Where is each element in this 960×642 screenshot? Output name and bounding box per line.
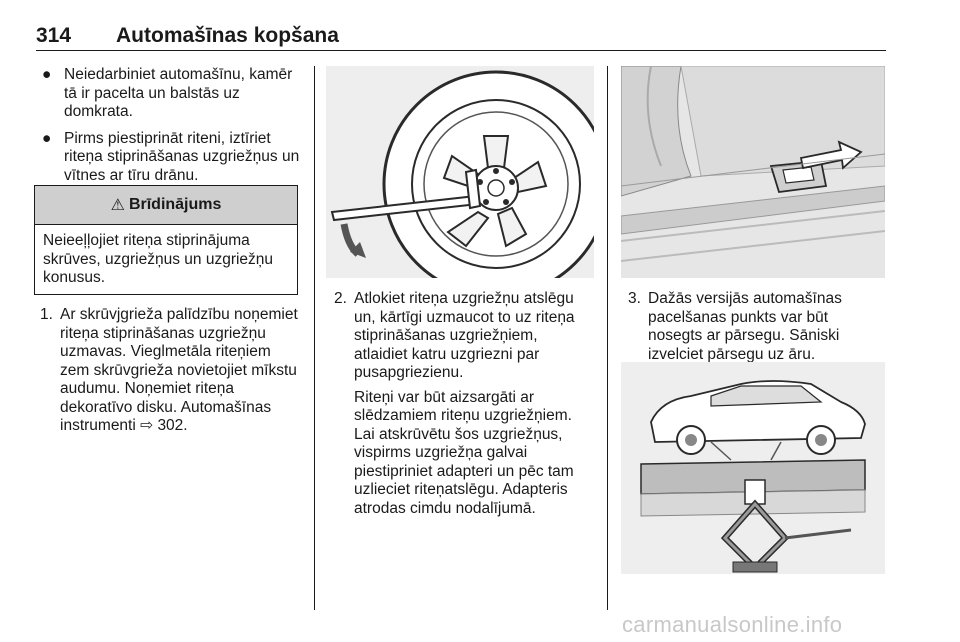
warning-title: Brīdinājums [128, 196, 222, 213]
car-jack-icon [621, 362, 885, 574]
step-number: 2. [334, 290, 347, 307]
watermark: carmanualsonline.info [622, 612, 843, 637]
step-note: Riteņi var būt aizsargāti ar slēdzamiem riteņu uzgriežņiem. Lai atskrūvētu šos uzgriežņus, vispirms uzgriežņa galvai piestipriniet adapteri un pēc tam uzlieciet riteņatslēgu. Adapteris atrodas cimdu nodalījumā. [354, 388, 574, 517]
lifting-point-cover-illustration [621, 66, 885, 278]
reference-arrow-icon: ⇨ [140, 417, 154, 434]
bullet-list [40, 66, 302, 193]
sill-cover-icon [621, 66, 885, 278]
step-1 [40, 306, 302, 436]
step-number: 3. [628, 290, 641, 307]
bullet-dot: ● [42, 129, 52, 147]
warning-text: Neieeļļojiet riteņa stiprinājuma skrūves, uzgriežņus un uzgriežņu konusus. [43, 232, 274, 286]
wheel-icon [326, 66, 594, 278]
step-3 [628, 290, 880, 370]
car-jack-illustration [621, 362, 885, 574]
step-text: Ar skrūvjgrieža palīdzību noņemiet riteņa stiprināšanas uzgriežņu uzmavas. Vieglmetāla riteņiem zem skrūvgrieža novietojiet mīkstu audumu. Noņemiet riteņa dekoratīvo disku. Automašīnas instrumenti [60, 306, 298, 434]
warning-box [34, 185, 298, 295]
bullet-text: Neiedarbiniet automašīnu, kamēr tā ir pacelta un balstās uz domkrata. [64, 66, 293, 120]
step-2 [334, 290, 594, 524]
warning-header [35, 186, 297, 225]
step-text: Dažās versijās automašīnas pacelšanas punkts var būt nosegts ar pārsegu. Sāniski izvelciet pārsegu uz āru. [648, 290, 842, 363]
page-title: Automašīnas kopšana [116, 24, 339, 47]
step-text: Atlokiet riteņa uzgriežņu atslēgu un, kārtīgi uzmaucot to uz riteņa stiprināšanas uzgriežņiem, atlaidiet katru uzgriezni par pusapgriezienu. [354, 290, 575, 381]
page-reference: 302. [157, 417, 188, 434]
column-divider-right [607, 66, 608, 610]
page-number: 314 [36, 24, 72, 47]
page-header [36, 20, 886, 51]
bullet-dot: ● [42, 66, 52, 83]
column-divider-left [314, 66, 315, 610]
wheel-wrench-illustration [326, 66, 594, 278]
warning-icon: ⚠ [110, 197, 125, 214]
list-item [40, 66, 302, 122]
bullet-text: Pirms piestiprināt riteni, iztīriet riteņa stiprināšanas uzgriežņus un vītnes ar tīru drānu. [64, 129, 300, 184]
step-number: 1. [40, 306, 53, 323]
list-item [40, 130, 302, 186]
